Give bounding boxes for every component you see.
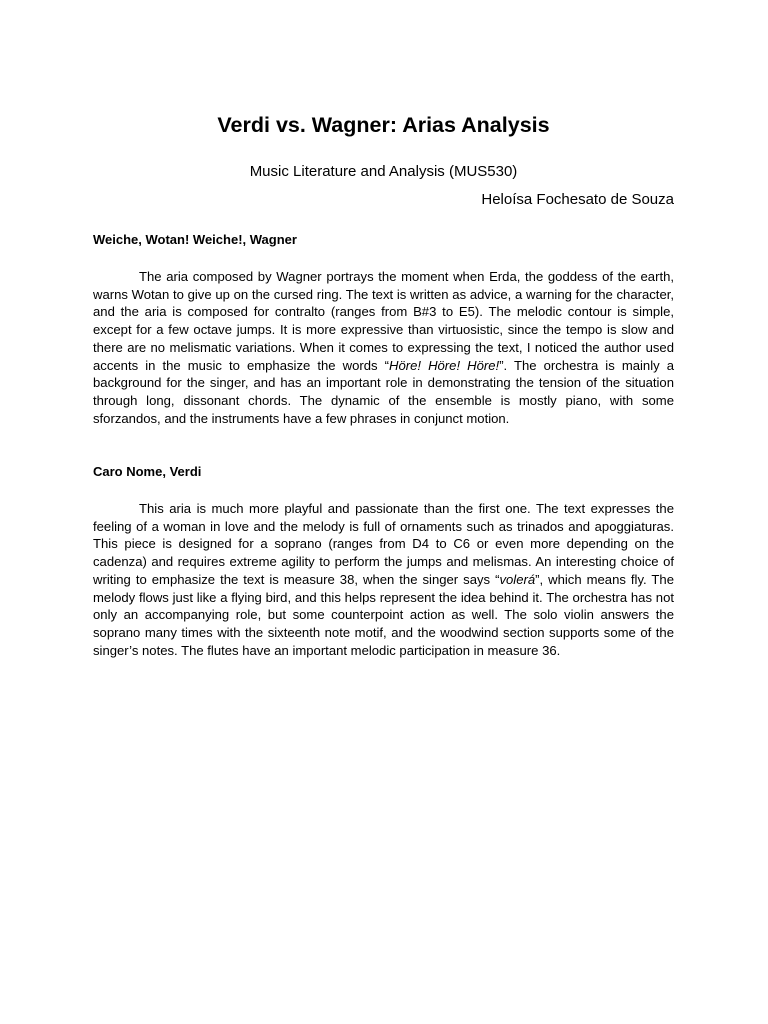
section-heading-verdi: Caro Nome, Verdi <box>93 464 202 479</box>
course-name: Music Literature and Analysis (MUS530) <box>249 163 518 180</box>
emphasized-text: Höre! Höre! Höre! <box>388 357 500 373</box>
paragraph-text: ”. The orchestra is mainly a background for the singer, and has an important role in demonstrating the tension of the situation through long, dissonant chords. The dynamic of the ensemble is mostly piano, with some sforzandos, and the instruments have a few phrases in conjunct motion. <box>93 357 675 426</box>
document-title: Verdi vs. Wagner: Arias Analysis <box>217 113 550 137</box>
author-name: Heloísa Fochesato de Souza <box>481 191 674 208</box>
paragraph-text: The aria composed by Wagner portrays the moment when Erda, the goddess of the earth, warns Wotan to give up on the cursed ring. The text is written as advice, a warning for the character, and the aria is composed for contralto (ranges from B#3 to E5). The melodic contour is simple, except for a few octave jumps. It is more expressive than virtuosistic, since the tempo is slow and there are no melismatic variations. When it comes to expressing the text, I noticed the author used accents in the music to emphasize the words “ <box>93 269 674 373</box>
section-heading-wagner: Weiche, Wotan! Weiche!, Wagner <box>93 232 297 247</box>
section-paragraph-wagner <box>93 268 674 427</box>
paragraph-text: ”, which means fly. The melody flows just like a flying bird, and this helps represent the idea behind it. The orchestra has not only an accompanying role, but some counterpoint action as well. The solo violin answers the soprano many times with the sixteenth note motif, and the woodwind section supports some of the singer’s notes. The flutes have an important melodic participation in measure 36. <box>93 571 674 658</box>
section-paragraph-verdi <box>93 500 674 659</box>
paragraph-text: This aria is much more playful and passionate than the first one. The text expresses the feeling of a woman in love and the melody is full of ornaments such as trinados and apoggiaturas. This piece is designed for a soprano (ranges from D4 to C6 or even more depending on the cadenza) and requires extreme agility to perform the jumps and melismas. An interesting choice of writing to emphasize the text is measure 38, when the singer says “ <box>93 501 674 587</box>
emphasized-text: volerá <box>499 571 536 587</box>
